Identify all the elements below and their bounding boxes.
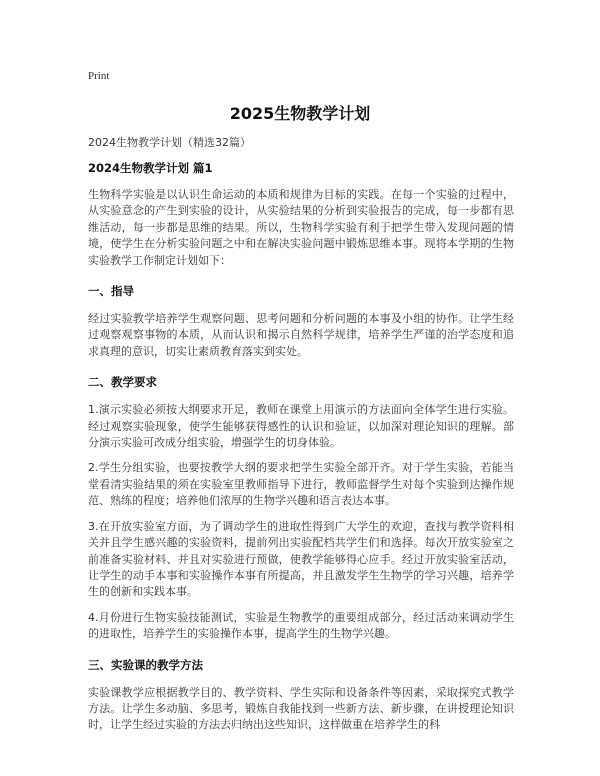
requirement-item-1: 1.演示实验必须按大纲要求开足，教师在课堂上用演示的方法面向全体学生进行实验。经过观察实验现象，使学生能够获得感性的认识和验证，以加深对理论知识的理解。部分演示实验可改成分组实验，增强学生的切身体验。 <box>88 403 514 450</box>
requirement-item-3: 3.在开放实验室方面，为了调动学生的进取性得到广大学生的欢迎，查找与教学资料相关并且学生感兴趣的实验资料，提前列出实验配档共学生们和选择。每次开放实验室之前准备实验材料、并且对实验进行预做，使教学能够得心应手。经过开放实验室活动，让学生的动手本事和实验操作本事有所提高，并且激发学生生物学的学习兴趣，培养学生的创新和实践本事。 <box>88 519 514 599</box>
document-subtitle: 2024生物教学计划（精选32篇） <box>88 136 251 149</box>
print-label: Print <box>88 70 110 82</box>
article-body <box>88 160 514 734</box>
guidance-paragraph: 经过实验教学培养学生观察问题、思考问题和分析问题的本事及小组的协作。让学生经过观察观察事物的本质，从而认识和揭示自然科学规律，培养学生严谨的治学态度和追求真理的意识，切实让素质教育落实到实处。 <box>88 312 514 358</box>
section-heading-requirements: 二、教学要求 <box>88 375 157 390</box>
section-heading-methods: 三、实验课的教学方法 <box>88 657 203 672</box>
methods-paragraph: 实验课教学应根据教学目的、教学资料、学生实际和设备条件等因素，采取探究式教学方法。让学生多动脑、多思考，锻炼自我能找到一些新方法、新步骤，在讲授理论知识时，让学生经过实验的方法去归纳出这些知识，这样做重在培养学生的科 <box>88 685 514 732</box>
requirement-item-2: 2.学生分组实验，也要按教学大纲的要求把学生实验全部开齐。对于学生实验，若能当堂看清实验结果的须在实验室里教师指导下进行，教师监督学生对每个实验到达操作规范、熟练的程度；培养他们浓厚的生物学兴趣和语言表达本事。 <box>88 461 514 508</box>
intro-paragraph: 生物科学实验是以认识生命运动的本质和规律为目标的实践。在每一个实验的过程中，从实验意念的产生到实验的设计，从实验结果的分析到实验报告的完成，每一步都有思维活动，每一步都是思维的结果。所以，生物科学实验有利于把学生带入发现问题的情境，使学生在分析实验问题之中和在解决实验问题中锻炼思维本事。现将本学期的生物实验教学工作制定计划如下： <box>88 188 514 267</box>
requirement-item-4: 4.月份进行生物实验技能测试，实验是生物教学的重要组成部分，经过活动来调动学生的进取性，培养学生的实验操作本事，提高学生的生物学兴趣。 <box>88 610 514 641</box>
article-heading: 2024生物教学计划 篇1 <box>88 161 213 175</box>
section-heading-guidance: 一、指导 <box>88 284 134 299</box>
document-title: 2025生物教学计划 <box>229 104 371 123</box>
